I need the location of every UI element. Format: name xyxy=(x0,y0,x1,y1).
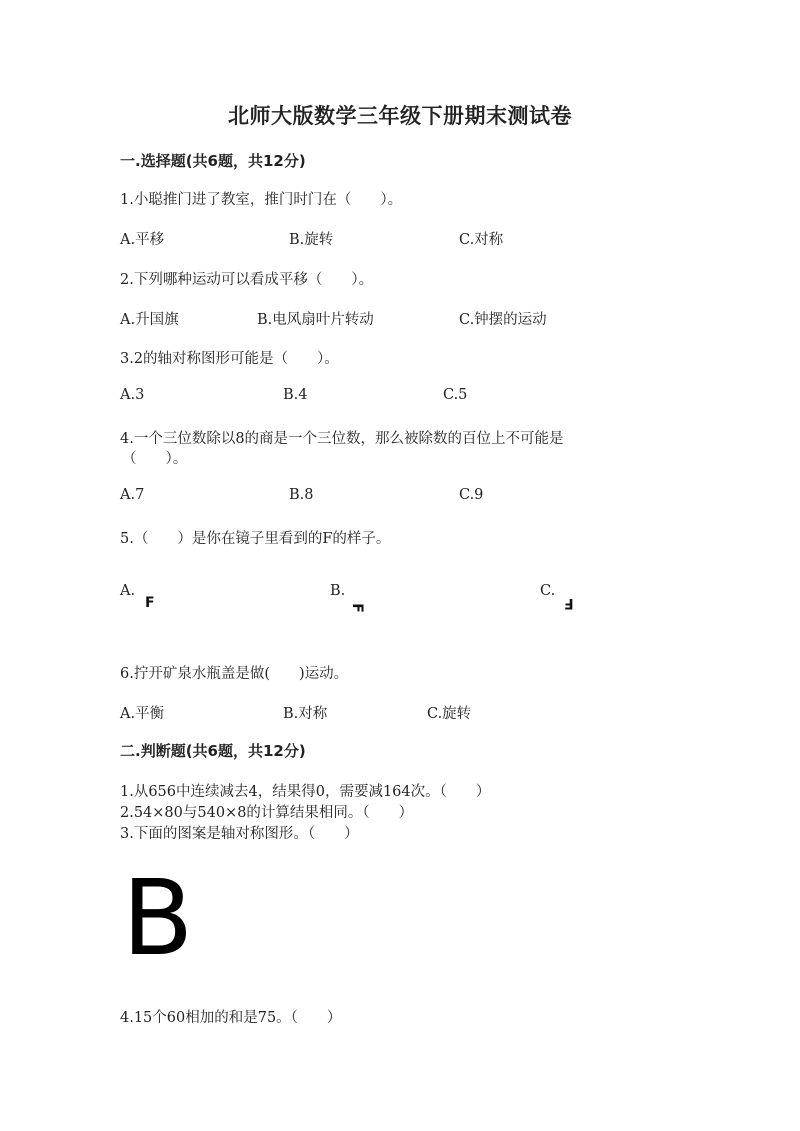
judge-question-4: 4.15个60相加的和是75。（ ） xyxy=(120,1010,342,1026)
option-c: C. xyxy=(540,583,556,599)
question-4-line2: （ ）。 xyxy=(122,451,188,467)
option-c: C.对称 xyxy=(459,232,504,248)
page-title: 北师大版数学三年级下册期末测试卷 xyxy=(228,103,572,128)
option-c: C.旋转 xyxy=(427,706,472,722)
mirror-f-image-c: F xyxy=(564,595,574,611)
option-a: A.升国旗 xyxy=(120,312,179,328)
question-4-line1: 4.一个三位数除以8的商是一个三位数，那么被除数的百位上不可能是 xyxy=(120,431,564,447)
option-a: A.平移 xyxy=(120,232,165,248)
question-6: 6.拧开矿泉水瓶盖是做( )运动。 xyxy=(120,666,349,682)
mirror-f-image-b: F xyxy=(348,603,365,613)
option-a: A.7 xyxy=(120,487,145,503)
question-2: 2.下列哪种运动可以看成平移（ ）。 xyxy=(120,272,374,288)
option-b: B.对称 xyxy=(283,706,328,722)
mirror-f-image-a: F xyxy=(145,595,155,611)
section-heading-judge: 二.判断题(共6题，共12分) xyxy=(120,742,306,760)
option-b: B.电风扇叶片转动 xyxy=(257,312,374,328)
option-b: B.旋转 xyxy=(289,232,334,248)
option-a: A.平衡 xyxy=(120,706,165,722)
option-b: B.8 xyxy=(289,487,314,503)
question-3: 3.2的轴对称图形可能是（ ）。 xyxy=(120,351,339,367)
option-c: C.钟摆的运动 xyxy=(459,312,547,328)
option-c: C.9 xyxy=(459,487,484,503)
judge-question-2: 2.54×80与540×8的计算结果相同。（ ） xyxy=(120,805,414,821)
question-1: 1.小聪推门进了教室，推门时门在（ ）。 xyxy=(120,192,403,208)
section-heading-choice: 一.选择题(共6题，共12分) xyxy=(120,152,306,170)
judge-question-3: 3.下面的图案是轴对称图形。（ ） xyxy=(120,826,359,842)
option-c: C.5 xyxy=(443,387,468,403)
option-b: B.4 xyxy=(283,387,308,403)
option-b: B. xyxy=(330,583,346,599)
option-a: A. xyxy=(120,583,136,599)
question-5: 5.（ ）是你在镜子里看到的F的样子。 xyxy=(120,531,391,547)
judge-question-1: 1.从656中连续减去4，结果得0，需要减164次。（ ） xyxy=(120,784,491,800)
letter-b-image: B xyxy=(122,857,194,979)
option-a: A.3 xyxy=(120,387,145,403)
